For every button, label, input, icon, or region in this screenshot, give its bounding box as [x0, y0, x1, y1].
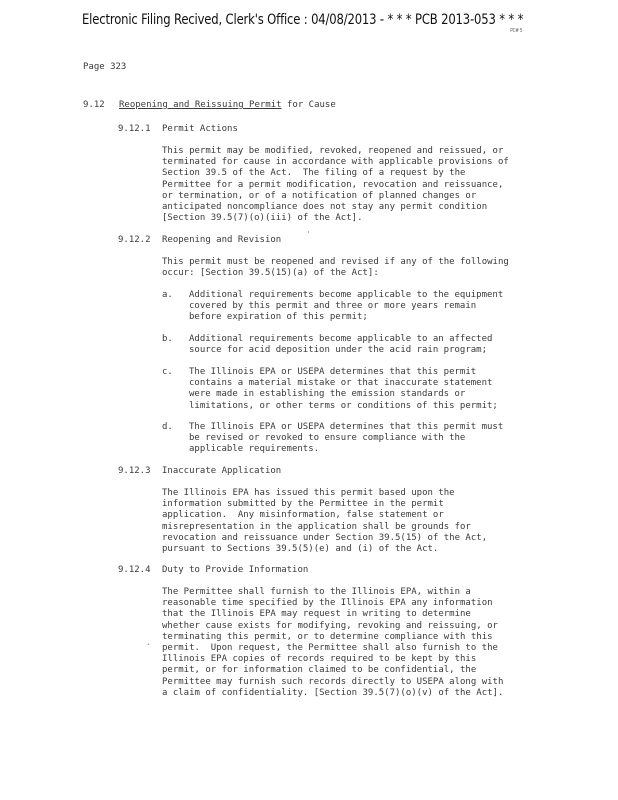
subsection-paragraph: This permit may be modified, revoked, reopened and reissued, or terminated for cause in accordance with applicable provisions of Section 39.5 of the Act. The filing of a request by the Permittee for a permit modification, revocation and reissuance, or termination, or of a notification of planned changes or anticipated noncompliance does not stay any permit condition [Section 39.5(7)(o)(iii) of the Act]. — [162, 146, 509, 224]
list-item-letter: d. — [162, 422, 173, 432]
subsection-number: 9.12.1 — [118, 124, 151, 134]
subsection-paragraph: The Permittee shall furnish to the Illinois EPA, within a reasonable time specified by the Illinois EPA any information that the Illinois EPA may request in writing to determine whether cause exists for modifying, revoking and reissuing, or terminating this permit, or to determine compliance with this permit. Upon request, the Permittee shall also furnish to the Illinois EPA copies of records required to be kept by this permit, or for information claimed to be confidential, the Permittee may furnish such records directly to USEPA along with a claim of confidentiality. [Section 39.5(7)(o)(v) of the Act]. — [162, 587, 504, 698]
section-title — [119, 100, 336, 111]
list-item-letter: a. — [162, 290, 173, 300]
page-number: Page 323 — [83, 62, 127, 72]
subsection-paragraph: This permit must be reopened and revised if any of the following occur: [Section 39.5(15)(a) of the Act]: — [162, 257, 509, 279]
subsection-title: Reopening and Revision — [162, 235, 282, 245]
filing-header-text: Electronic Filing Recived, Clerk's Office : 04/08/2013 - * * * PCB 2013-053 * * * — [82, 12, 524, 28]
subsection-number: 9.12.3 — [118, 466, 151, 476]
margin-mark: · — [146, 640, 151, 649]
subsection-title: Permit Actions — [162, 124, 238, 134]
section-number: 9.12 — [83, 100, 105, 110]
subsection-title: Duty to Provide Information — [162, 565, 309, 575]
subsection-title: Inaccurate Application — [162, 466, 282, 476]
list-item-text: The Illinois EPA or USEPA determines that this permit must be revised or revoked to ensure compliance with the applicable requirements. — [189, 422, 504, 455]
section-title-suffix: for Cause — [286, 100, 336, 110]
filing-stamp: PC# 5 — [510, 28, 523, 34]
electronic-filing-header — [82, 12, 524, 34]
list-item-text: Additional requirements become applicable to the equipment covered by this permit and three or more years remain before expiration of this permit; — [189, 290, 504, 323]
subsection-paragraph: The Illinois EPA has issued this permit based upon the information submitted by the Permittee in the permit application. Any misinformation, false statement or misrepresentation in the application shall be grounds for revocation and reissuance under Section 39.5(15) of the Act, pursuant to Sections 39.5(5)(e) and (i) of the Act. — [162, 488, 488, 555]
list-item-text: The Illinois EPA or USEPA determines that this permit contains a material mistake or that inaccurate statement were made in establishing the emission standards or limitations, or other terms or conditions of this permit; — [189, 367, 498, 411]
list-item-letter: c. — [162, 367, 173, 377]
list-item-letter: b. — [162, 334, 173, 344]
margin-mark: ' — [306, 230, 311, 239]
subsection-number: 9.12.4 — [118, 565, 151, 575]
section-title-underlined: Reopening and Reissuing Permit — [119, 100, 282, 110]
subsection-number: 9.12.2 — [118, 235, 151, 245]
list-item-text: Additional requirements become applicable to an affected source for acid deposition under the acid rain program; — [189, 334, 493, 356]
